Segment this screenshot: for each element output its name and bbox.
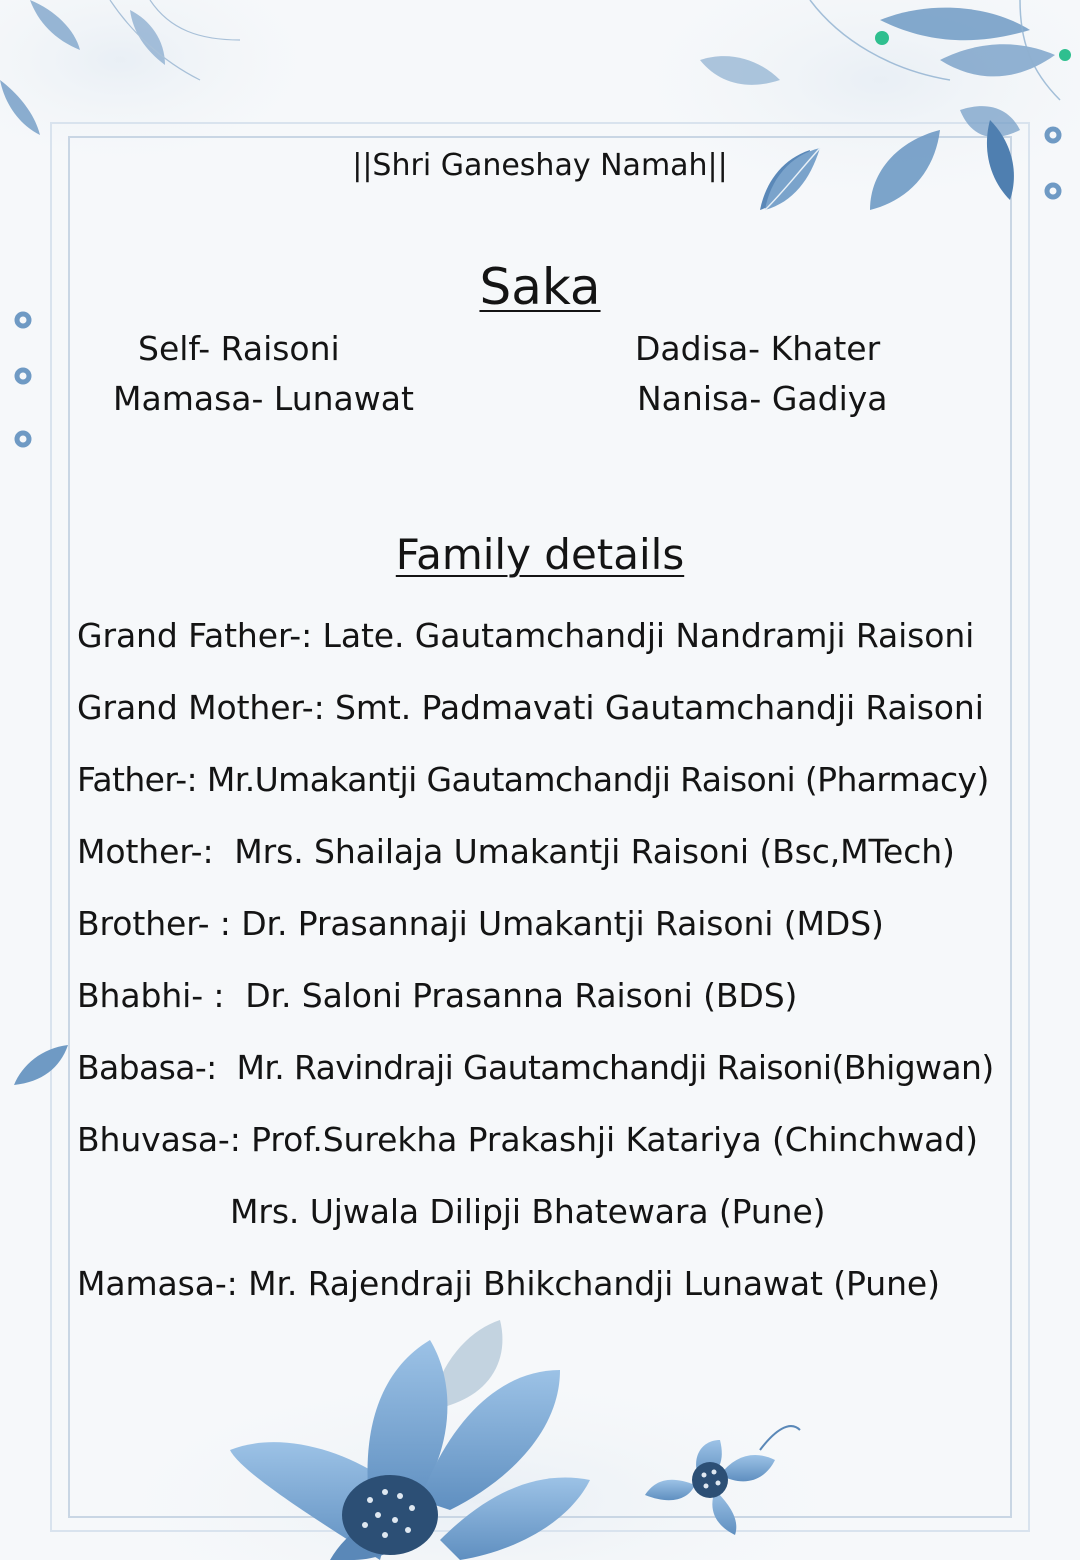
family-member-name: Mr. Ravindraji Gautamchandji Raisoni(Bhigwan) [226, 1048, 994, 1087]
family-row-bhuvasa [77, 1120, 978, 1159]
family-relation: Mother-: [77, 832, 214, 871]
family-row-mother [77, 832, 955, 871]
saka-relation: Nanisa- [637, 379, 762, 418]
family-member-name: Late. Gautamchandji Nandramji Raisoni [322, 616, 975, 655]
family-relation: Bhabhi- : [77, 976, 225, 1015]
family-row-mamasa [77, 1264, 940, 1303]
saka-name: Lunawat [273, 379, 414, 418]
saka-nanisa [637, 379, 888, 418]
family-row-father [77, 760, 989, 799]
invocation-text: ||Shri Ganeshay Namah|| [352, 148, 728, 183]
family-row-bhabhi [77, 976, 797, 1015]
family-relation: Grand Mother-: [77, 688, 325, 727]
saka-relation: Dadisa- [635, 329, 761, 368]
family-relation: Brother- : [77, 904, 231, 943]
family-member-name: Mrs. Shailaja Umakantji Raisoni (Bsc,MTech) [223, 832, 955, 871]
family-relation: Mamasa-: [77, 1264, 238, 1303]
family-row-grand-father [77, 616, 974, 655]
family-member-name: Dr. Prasannaji Umakantji Raisoni (MDS) [241, 904, 884, 943]
family-member-name: Dr. Saloni Prasanna Raisoni (BDS) [234, 976, 798, 1015]
saka-name: Gadiya [771, 379, 888, 418]
leaf-left-small-icon [12, 1040, 72, 1090]
family-row-brother [77, 904, 884, 943]
family-member-name: Mrs. Ujwala Dilipji Bhatewara (Pune) [230, 1192, 826, 1231]
family-member-name: Prof.Surekha Prakashji Katariya (Chinchwad) [251, 1120, 978, 1159]
family-details-heading: Family details [395, 530, 685, 579]
leaf-cluster-top-left-icon [0, 0, 260, 150]
blue-flower-bottom-icon [200, 1310, 820, 1560]
saka-mamasa [113, 379, 414, 418]
saka-self [138, 329, 340, 368]
family-relation: Grand Father-: [77, 616, 313, 655]
family-relation: Father-: [77, 760, 198, 799]
saka-heading: Saka [479, 258, 601, 316]
saka-name: Khater [770, 329, 881, 368]
saka-name: Raisoni [220, 329, 340, 368]
family-relation: Bhuvasa-: [77, 1120, 241, 1159]
ring-dots-left-icon [8, 305, 38, 455]
family-relation: Babasa-: [77, 1048, 217, 1087]
leaf-cluster-top-right-icon [690, 0, 1080, 230]
family-member-name: Mr.Umakantji Gautamchandji Raisoni (Pharmacy) [206, 760, 989, 799]
family-row-babasa [77, 1048, 994, 1087]
family-member-name: Smt. Padmavati Gautamchandji Raisoni [335, 688, 984, 727]
saka-dadisa [635, 329, 880, 368]
family-row-grand-mother [77, 688, 984, 727]
family-member-name: Mr. Rajendraji Bhikchandji Lunawat (Pune) [248, 1264, 940, 1303]
saka-relation: Self- [138, 329, 211, 368]
family-row-bhuvasa-second [230, 1192, 825, 1231]
saka-relation: Mamasa- [113, 379, 264, 418]
